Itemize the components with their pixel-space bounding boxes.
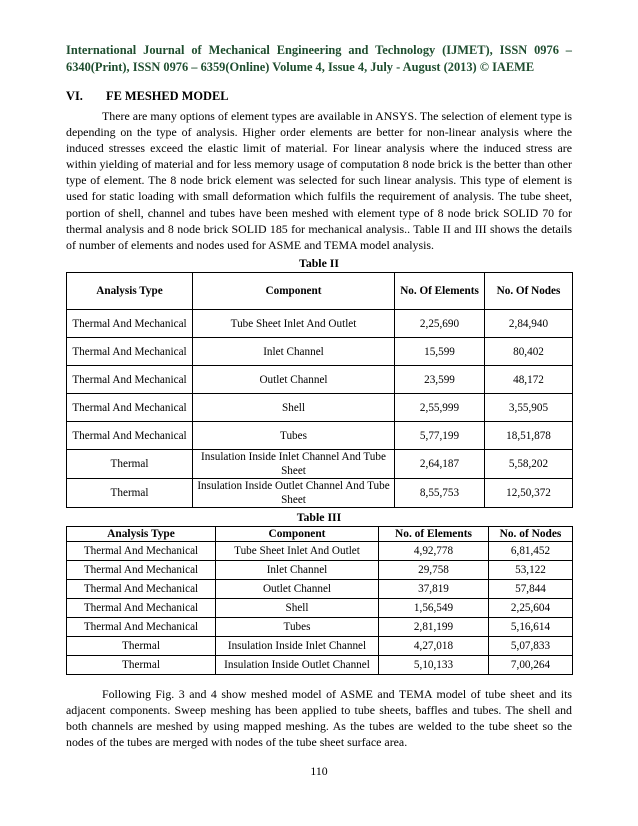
section-title: FE MESHED MODEL [106, 89, 229, 103]
table-row [67, 422, 573, 450]
table-cell: 5,77,199 [395, 422, 485, 450]
table-cell: Insulation Inside Outlet Channel [216, 656, 379, 675]
table-cell: Thermal And Mechanical [67, 422, 193, 450]
table-cell: Thermal [67, 450, 193, 479]
table-cell: 15,599 [395, 338, 485, 366]
table-header-row [67, 527, 573, 542]
journal-header: International Journal of Mechanical Engineering and Technology (IJMET), ISSN 0976 – 6340(Print), ISSN 0976 – 6359(Online) Volume 4, Issue 4, July - August (2013) © IAEME [66, 43, 572, 74]
table-row [67, 542, 573, 561]
table-cell: Thermal [67, 637, 216, 656]
table-cell: 57,844 [489, 580, 573, 599]
table-cell: 5,07,833 [489, 637, 573, 656]
column-header: Analysis Type [67, 527, 216, 542]
table-cell: Thermal And Mechanical [67, 394, 193, 422]
table-row [67, 637, 573, 656]
column-header: No. of Elements [379, 527, 489, 542]
page-number: 110 [310, 764, 328, 778]
table-cell: Tubes [193, 422, 395, 450]
column-header: No. Of Nodes [485, 273, 573, 310]
table-cell: Tubes [216, 618, 379, 637]
column-header: No. of Nodes [489, 527, 573, 542]
table-cell: 2,55,999 [395, 394, 485, 422]
table-cell: 80,402 [485, 338, 573, 366]
table-cell: 8,55,753 [395, 479, 485, 508]
column-header: No. Of Elements [395, 273, 485, 310]
table-cell: Thermal And Mechanical [67, 599, 216, 618]
table-cell: 4,92,778 [379, 542, 489, 561]
table-iii [66, 526, 573, 675]
table-cell: 6,81,452 [489, 542, 573, 561]
table-cell: 2,25,604 [489, 599, 573, 618]
table-cell: 2,81,199 [379, 618, 489, 637]
table-cell: 29,758 [379, 561, 489, 580]
table-header-row [67, 273, 573, 310]
table-cell: Shell [193, 394, 395, 422]
table-row [67, 599, 573, 618]
table-cell: 18,51,878 [485, 422, 573, 450]
table-cell: Thermal [67, 479, 193, 508]
table-cell: 4,27,018 [379, 637, 489, 656]
table-cell: 3,55,905 [485, 394, 573, 422]
column-header: Component [216, 527, 379, 542]
table-cell: 5,58,202 [485, 450, 573, 479]
paragraph-intro [66, 108, 572, 253]
table-cell: Inlet Channel [216, 561, 379, 580]
table-cell: 53,122 [489, 561, 573, 580]
table-cell: Thermal And Mechanical [67, 542, 216, 561]
table-cell: Outlet Channel [193, 366, 395, 394]
table-cell: Thermal And Mechanical [67, 561, 216, 580]
table-cell: 5,16,614 [489, 618, 573, 637]
table-cell: Thermal And Mechanical [67, 310, 193, 338]
table-cell: 1,56,549 [379, 599, 489, 618]
table-row [67, 656, 573, 675]
table-cell: 7,00,264 [489, 656, 573, 675]
table-row [67, 450, 573, 479]
table-row [67, 394, 573, 422]
table-cell: Thermal And Mechanical [67, 338, 193, 366]
paragraph-meshing [66, 686, 572, 750]
table-row [67, 580, 573, 599]
paragraph-intro-text: There are many options of element types are available in ANSYS. The selection of element type is depending on the type of analysis. Higher order elements are better for non-linear analysis where the induced stresses exceed the elastic limit of material. For linear analysis where the induced stress are within yielding of material and for less memory usage of computation 8 node brick is the better than other type of element. The 8 node brick element was selected for such linear analysis. This type of element is used for static loading with small deformation which fulfils the requirement of analysis. The tube sheet, portion of shell, channel and tubes have been meshed with element type of 8 node brick SOLID 70 for thermal analysis and 8 node brick SOLID 185 for mechanical analysis.. Table II and III shows the details of number of elements and nodes used for ASME and TEMA model analysis. [66, 109, 572, 252]
table-cell: Thermal [67, 656, 216, 675]
table-cell: 2,64,187 [395, 450, 485, 479]
section-heading [66, 89, 229, 104]
table-row [67, 310, 573, 338]
table-cell: Insulation Inside Inlet Channel And Tube Sheet [193, 450, 395, 479]
table-cell: 23,599 [395, 366, 485, 394]
table-row [67, 366, 573, 394]
table-cell: Tube Sheet Inlet And Outlet [193, 310, 395, 338]
table-ii [66, 272, 573, 508]
column-header: Analysis Type [67, 273, 193, 310]
table-cell: 5,10,133 [379, 656, 489, 675]
table-cell: Thermal And Mechanical [67, 580, 216, 599]
column-header: Component [193, 273, 395, 310]
table-cell: Tube Sheet Inlet And Outlet [216, 542, 379, 561]
table-cell: 2,25,690 [395, 310, 485, 338]
paragraph-meshing-text: Following Fig. 3 and 4 show meshed model of ASME and TEMA model of tube sheet and its adjacent components. Sweep meshing has been applied to tube sheets, baffles and tubes. The shell and both channels are meshed by using mapped meshing. As the tubes are welded to the tube sheet so the nodes of the tubes are merged with nodes of the tube sheet surface area. [66, 687, 572, 750]
table-cell: Thermal And Mechanical [67, 366, 193, 394]
table-cell: 48,172 [485, 366, 573, 394]
table-cell: 37,819 [379, 580, 489, 599]
table2-caption: Table II [299, 256, 339, 270]
table-row [67, 618, 573, 637]
table-cell: 2,84,940 [485, 310, 573, 338]
section-number: VI. [66, 89, 83, 103]
table-row [67, 561, 573, 580]
table-row [67, 479, 573, 508]
table-cell: Outlet Channel [216, 580, 379, 599]
table-cell: Insulation Inside Inlet Channel [216, 637, 379, 656]
table-cell: Inlet Channel [193, 338, 395, 366]
table-cell: Thermal And Mechanical [67, 618, 216, 637]
table-row [67, 338, 573, 366]
table-cell: Shell [216, 599, 379, 618]
table3-caption: Table III [296, 510, 342, 524]
table-cell: 12,50,372 [485, 479, 573, 508]
table-cell: Insulation Inside Outlet Channel And Tube Sheet [193, 479, 395, 508]
